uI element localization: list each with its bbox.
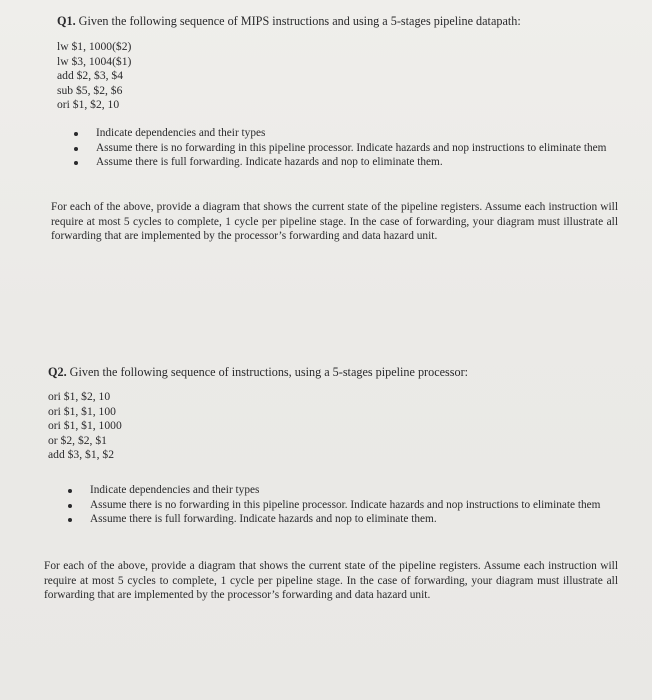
q1-instruction: lw $1, 1000($2) xyxy=(57,40,132,53)
q2-bullet-text: Assume there is full forwarding. Indicate hazards and nop to eliminate them. xyxy=(90,513,437,526)
bullet-dot-icon xyxy=(74,161,78,165)
q1-paragraph: For each of the above, provide a diagram that shows the current state of the pipeline registers. Assume each instruction will require at most 5 cycles to complete, 1 cycle per pipeline stage. In the case of forwarding, your diagram must illustrate all forwarding that are implemented by the processor’s forwarding and data hazard unit. xyxy=(51,201,618,243)
q1-bullet-text: Assume there is full forwarding. Indicate hazards and nop to eliminate them. xyxy=(96,156,443,169)
q2-bullet-item xyxy=(90,499,618,513)
q1-bullet-text: Assume there is no forwarding in this pipeline processor. Indicate hazards and nop instructions to eliminate them xyxy=(96,141,607,154)
q1-number: Q1. xyxy=(57,14,76,28)
q2-number: Q2. xyxy=(48,365,67,379)
q2-bullet-item xyxy=(90,513,618,527)
bullet-dot-icon xyxy=(68,518,72,522)
q2-instruction: or $2, $2, $1 xyxy=(48,433,107,447)
q1-bullet-item xyxy=(96,142,616,156)
q2-instruction: ori $1, $2, 10 xyxy=(48,390,111,403)
bullet-dot-icon xyxy=(74,147,78,151)
q1-bullet-list xyxy=(96,127,616,170)
q1-bullet-text: Indicate dependencies and their types xyxy=(96,127,266,139)
q2-instruction: add $3, $1, $2 xyxy=(48,448,115,462)
q2-instruction-list xyxy=(48,390,122,463)
q2-bullet-text: Assume there is no forwarding in this pipeline processor. Indicate hazards and nop instructions to eliminate them xyxy=(90,498,601,511)
bullet-dot-icon xyxy=(74,132,78,136)
bullet-dot-icon xyxy=(68,489,72,493)
q1-bullet-item xyxy=(96,127,616,141)
q1-title xyxy=(57,14,521,29)
q2-bullet-list xyxy=(90,484,618,527)
q1-instruction: lw $3, 1004($1) xyxy=(57,54,132,68)
q2-bullet-item xyxy=(90,484,618,498)
q2-title xyxy=(48,365,468,380)
q1-instruction: ori $1, $2, 10 xyxy=(57,98,120,112)
q1-instruction-list xyxy=(57,40,131,113)
q2-bullet-text: Indicate dependencies and their types xyxy=(90,484,260,496)
q2-instruction: ori $1, $1, 100 xyxy=(48,404,116,418)
q2-instruction: ori $1, $1, 1000 xyxy=(48,419,122,433)
q1-instruction: sub $5, $2, $6 xyxy=(57,83,123,97)
q1-instruction: add $2, $3, $4 xyxy=(57,69,124,83)
q1-title-text: Given the following sequence of MIPS instructions and using a 5-stages pipeline datapath: xyxy=(78,14,521,28)
q2-title-text: Given the following sequence of instructions, using a 5-stages pipeline processor: xyxy=(69,365,469,379)
q1-bullet-item xyxy=(96,156,616,170)
bullet-dot-icon xyxy=(68,504,72,508)
q2-paragraph: For each of the above, provide a diagram that shows the current state of the pipeline registers. Assume each instruction will require at most 5 cycles to complete, 1 cycle per pipeline stage. In the case of forwarding, your diagram must illustrate all forwarding that are implemented by the processor’s forwarding and data hazard unit. xyxy=(44,560,618,602)
